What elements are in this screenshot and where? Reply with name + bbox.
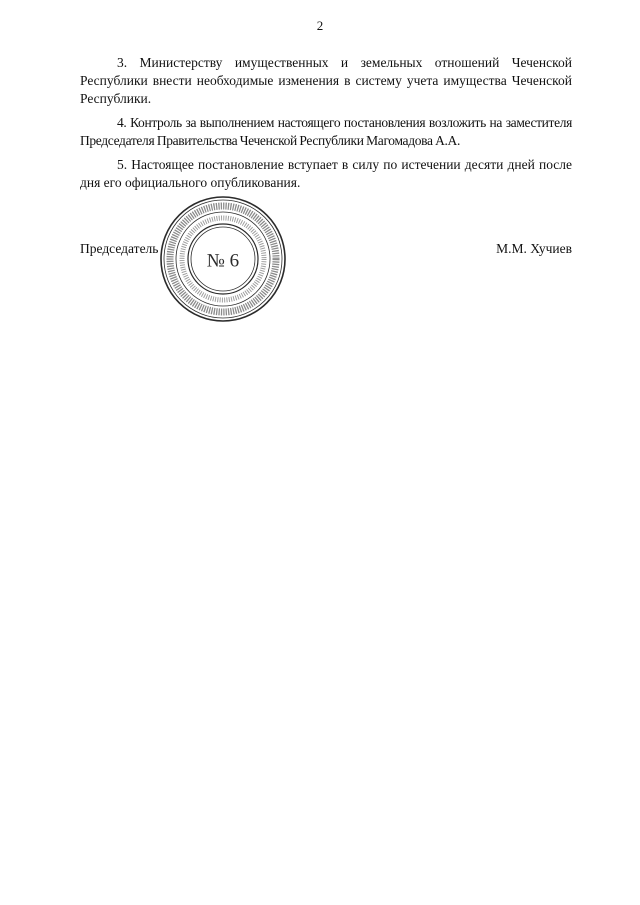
seal-graphic	[158, 194, 288, 324]
paragraph-4: 4. Контроль за выполнением настоящего постановления возложить на заместителя Председателя Правительства Чеченской Республики Магомадова А.А.	[80, 115, 572, 148]
paragraph-5: 5. Настоящее постановление вступает в силу по истечении десяти дней после дня его официального опубликования.	[80, 157, 572, 190]
signer-name: М.М. Хучиев	[496, 241, 572, 256]
paragraph-3: 3. Министерству имущественных и земельных отношений Чеченской Республики внести необходимые изменения в систему учета имущества Чеченской Республики.	[80, 55, 572, 106]
signer-title: Председатель	[80, 241, 159, 256]
page-number: 2	[316, 18, 324, 33]
document-body	[80, 54, 572, 198]
seal-number: № 6	[206, 250, 240, 272]
official-seal-stamp	[158, 194, 288, 324]
